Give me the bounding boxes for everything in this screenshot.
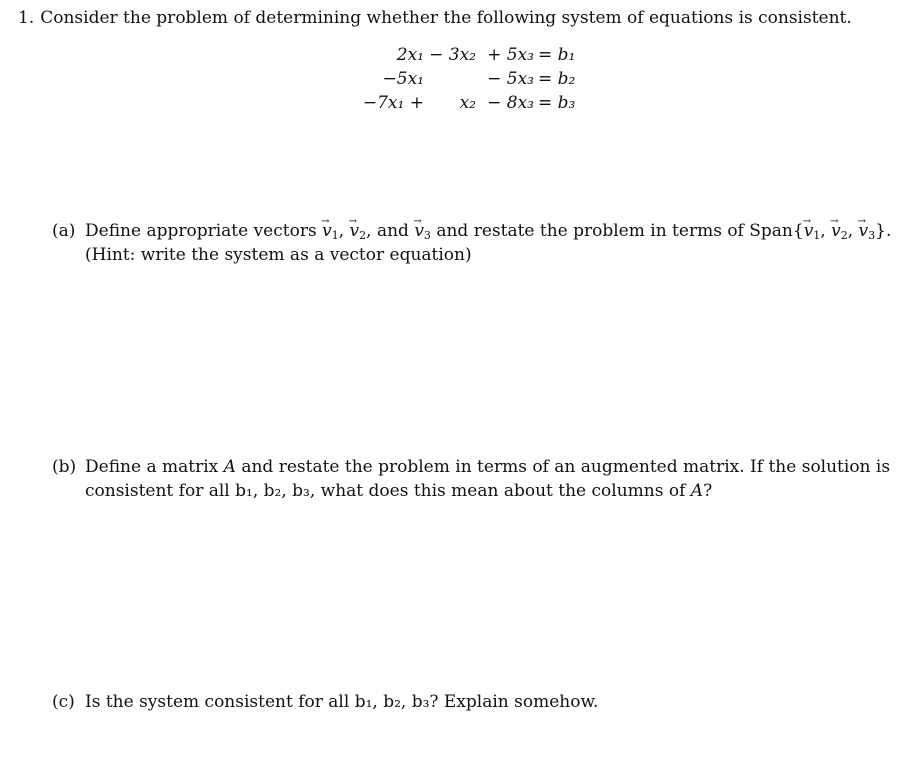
equation-rhs: = b₁ <box>538 45 576 65</box>
part-c-label: (c) <box>52 692 75 712</box>
equation-term: − 8x₃ <box>487 93 534 113</box>
part-b-line2-pre: consistent for all b₁, b₂, b₃, what does this mean about the columns of <box>85 481 686 501</box>
equation-term: −7x₁ + <box>362 93 424 113</box>
equation-term: − 3x₂ <box>429 45 476 65</box>
span-vector-v3: → $v_3$ <box>859 219 876 243</box>
problem-number: 1. <box>18 8 35 28</box>
equation-system <box>350 43 576 115</box>
equation-term: 2x₁ <box>396 45 424 65</box>
equation-row <box>350 67 576 91</box>
part-a-hint: (Hint: write the system as a vector equation) <box>85 245 472 265</box>
vector-v1: → $v_1$ <box>322 219 339 243</box>
part-a-text-1: Define appropriate vectors <box>85 221 317 241</box>
problem-text: Consider the problem of determining whether the following system of equations is consistent. <box>40 8 852 28</box>
vector-v2: → $v_2$ <box>350 219 367 243</box>
matrix-a-symbol: A <box>223 457 236 477</box>
part-a: (a) Define appropriate vectors → $v_1$, → $v_2$, and → $v_3$ and restate the problem in terms of Span{→ $v_1$, → $v_2$, → $v_3$}. (Hint: write the system as a vector equation) <box>52 219 891 267</box>
span-vector-v1: → $v_1$ <box>804 219 821 243</box>
equation-row <box>350 43 576 67</box>
part-a-text-2: and <box>376 221 409 241</box>
part-c <box>52 690 598 714</box>
part-b-label: (b) <box>52 457 77 477</box>
equation-term: −5x₁ <box>382 69 424 89</box>
part-b-line1-pre: Define a matrix <box>85 457 219 477</box>
span-vector-v2: → $v_2$ <box>831 219 848 243</box>
part-b-line2 <box>52 479 890 503</box>
part-b-line1-post: and restate the problem in terms of an augmented matrix. If the solution is <box>241 457 891 477</box>
vector-v3: → $v_3$ <box>414 219 431 243</box>
part-b <box>52 455 890 503</box>
equation-term <box>424 67 476 91</box>
equation-term: + 5x₃ <box>487 45 534 65</box>
part-b-line2-post: ? <box>703 481 713 501</box>
equation-term: − 5x₃ <box>487 69 534 89</box>
matrix-a-symbol: A <box>690 481 704 501</box>
equation-rhs: = b₃ <box>538 93 576 113</box>
equation-term: x₂ <box>459 93 476 113</box>
part-c-text: Is the system consistent for all b₁, b₂, b₃? Explain somehow. <box>85 692 599 712</box>
part-a-text-3: and restate the problem in terms of Span{ <box>436 221 804 241</box>
equation-row <box>350 91 576 115</box>
equation-rhs: = b₂ <box>538 69 576 89</box>
part-a-text-4: }. <box>875 221 892 241</box>
problem-statement <box>18 6 852 30</box>
part-a-label: (a) <box>52 221 76 241</box>
